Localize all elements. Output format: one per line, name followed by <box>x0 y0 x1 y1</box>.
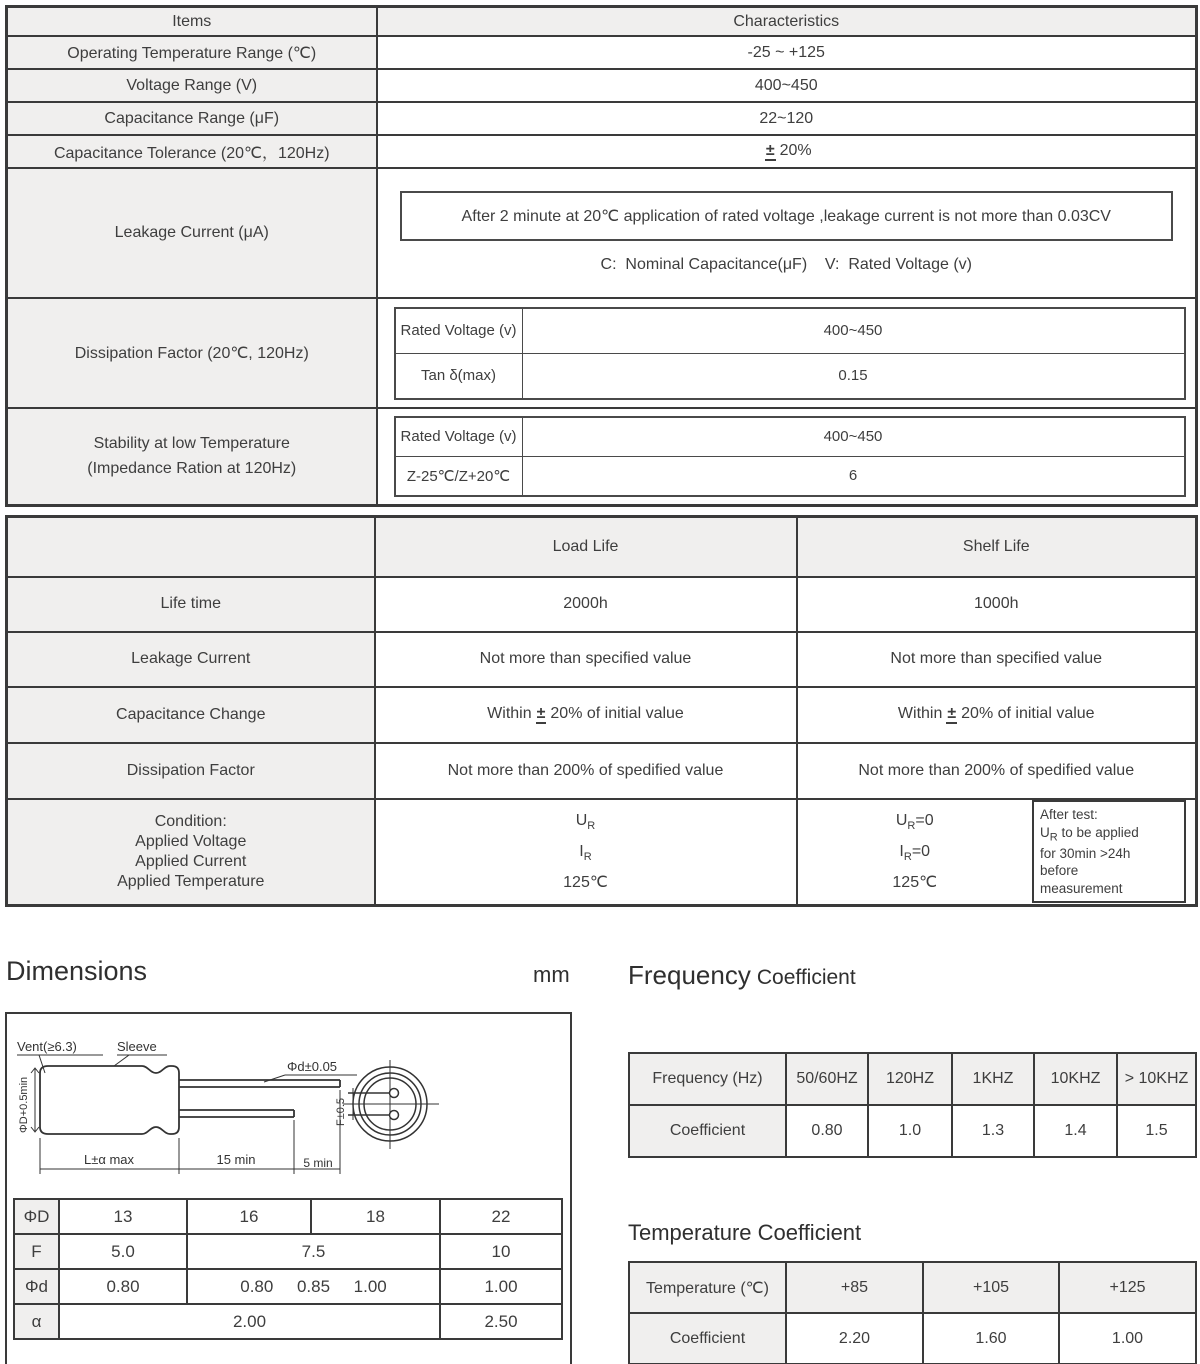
dim-value: 10 <box>440 1234 562 1269</box>
condition-line: Applied Voltage <box>135 832 247 850</box>
spec-row-value <box>377 135 1197 168</box>
sleeve-leader <box>114 1055 167 1066</box>
vent-label: Vent(≥6.3) <box>17 1039 77 1054</box>
terminal-bottom <box>390 1111 399 1120</box>
dim-value: 0.80 <box>59 1269 187 1304</box>
spec-header-items: Items <box>7 7 377 37</box>
freq-header: Frequency (Hz) <box>629 1053 786 1105</box>
life-shelf-value <box>797 687 1197 743</box>
dim-value: 16 <box>187 1199 311 1234</box>
life-row-label: Life time <box>7 577 375 632</box>
nested-value: 0.15 <box>522 353 1185 399</box>
diameter-dim-line <box>31 1068 39 1132</box>
ir-value: $I_R=0$ <box>899 842 931 863</box>
leakage-note: C: Nominal Capacitance(μF) V: Rated Voltage (v) <box>600 256 972 273</box>
plus-minus-symbol: ± <box>765 143 776 161</box>
temp-row-label: Coefficient <box>629 1313 786 1364</box>
within-rest: 20% of initial value <box>550 704 684 722</box>
nested-value: 6 <box>522 456 1185 496</box>
nested-value: 400~450 <box>522 308 1185 354</box>
freq-value: 0.80 <box>786 1105 868 1157</box>
within-text: Within <box>487 704 532 722</box>
ur-value: $U_R=0$ <box>895 811 934 832</box>
dim-value: 1.00 <box>440 1269 562 1304</box>
frequency-table <box>628 1052 1197 1158</box>
temp-value: 1.00 <box>1059 1313 1196 1364</box>
vent-leader <box>17 1055 103 1073</box>
lead15-label: 15 min <box>216 1152 256 1167</box>
life-row-label: Dissipation Factor <box>7 743 375 799</box>
temp-value: 2.20 <box>786 1313 923 1364</box>
plus-minus-symbol: ± <box>536 706 547 724</box>
spec-row-label: Dissipation Factor (20℃, 120Hz) <box>7 298 377 408</box>
dim-value: 2.00 <box>59 1304 440 1339</box>
life-load-value <box>375 687 797 743</box>
life-load-value: Not more than specified value <box>375 632 797 687</box>
after-test-line: for 30min >24h <box>1040 845 1131 861</box>
life-row-label: Capacitance Change <box>7 687 375 743</box>
condition-shelf-values <box>797 799 1197 906</box>
dim-value: 2.50 <box>440 1304 562 1339</box>
after-test-line: After test: <box>1040 807 1098 823</box>
leakage-box: After 2 minute at 20℃ application of rated voltage ,leakage current is not more than 0.03CV <box>400 191 1174 241</box>
life-shelf-value: 1000h <box>797 577 1197 632</box>
freq-row-label: Coefficient <box>629 1105 786 1157</box>
lead5-label: 5 min <box>303 1156 333 1170</box>
after-test-line: before <box>1040 863 1079 879</box>
freq-value: 1.0 <box>868 1105 952 1157</box>
spec-row-label <box>7 408 377 505</box>
dimensions-panel <box>5 1012 572 1364</box>
life-shelf-value: Not more than 200% of spedified value <box>797 743 1197 799</box>
after-test-line: measurement <box>1040 880 1123 896</box>
stability-cell <box>377 408 1197 505</box>
dim-value: 0.80 0.85 1.00 <box>187 1269 440 1304</box>
dim-value: 22 <box>440 1199 562 1234</box>
life-table <box>5 515 1198 907</box>
frequency-title-main: Frequency <box>628 960 751 990</box>
life-load-value: 2000h <box>375 577 797 632</box>
nested-label: Tan δ(max) <box>395 353 523 399</box>
temperature-table <box>628 1261 1197 1364</box>
spec-row-value: -25 ~ +125 <box>377 36 1197 69</box>
dim-value: 7.5 <box>187 1234 440 1269</box>
condition-line: Applied Current <box>135 852 247 870</box>
stability-label-line2: (Impedance Ration at 120Hz) <box>87 460 297 478</box>
spec-header-characteristics: Characteristics <box>377 7 1197 37</box>
condition-label <box>7 799 375 906</box>
dim-value: 18 <box>311 1199 440 1234</box>
dim-row-label: α <box>14 1304 59 1339</box>
life-header-load: Load Life <box>375 517 797 577</box>
temp-header: +105 <box>923 1262 1059 1313</box>
tolerance-value: 20% <box>779 141 812 159</box>
freq-value: 1.4 <box>1034 1105 1117 1157</box>
condition-line: Condition: <box>154 812 227 830</box>
ur-value: $U_R$ <box>575 811 596 832</box>
spec-row-label: Capacitance Tolerance (20℃，120Hz) <box>7 135 377 168</box>
lead-dia-leader <box>264 1075 357 1082</box>
dimensions-title: Dimensions <box>6 956 148 986</box>
within-text: Within <box>897 704 943 722</box>
freq-value: 1.3 <box>952 1105 1034 1157</box>
nested-label: Z-25℃/Z+20℃ <box>395 456 523 496</box>
spec-table <box>5 5 1198 507</box>
spec-row-label: Leakage Current (μA) <box>7 168 377 298</box>
freq-value: 1.5 <box>1117 1105 1196 1157</box>
body-diameter-label: ΦD+0.5min <box>18 1076 30 1133</box>
temp-value: 125℃ <box>892 873 938 891</box>
capacitor-drawing <box>7 1016 566 1198</box>
temperature-title: Temperature Coefficient <box>628 1220 862 1245</box>
dimensions-unit: mm <box>533 962 570 987</box>
freq-header: 50/60HZ <box>786 1053 868 1105</box>
length-label: L±α max <box>83 1152 135 1167</box>
plus-minus-symbol: ± <box>946 706 957 724</box>
temp-value: 1.60 <box>923 1313 1059 1364</box>
spec-row-value: 22~120 <box>377 102 1197 135</box>
freq-header: 120HZ <box>868 1053 952 1105</box>
after-test-line: $U_R$ to be applied <box>1040 824 1139 844</box>
pitch-label: F±0.5 <box>335 1097 347 1126</box>
dim-row-label: ΦD <box>14 1199 59 1234</box>
temp-value: 125℃ <box>563 873 608 891</box>
spec-row-label: Capacitance Range (μF) <box>7 102 377 135</box>
capacitor-body <box>40 1066 179 1134</box>
life-header-empty <box>7 517 375 577</box>
nested-label: Rated Voltage (v) <box>395 417 523 457</box>
temp-header: Temperature (℃) <box>629 1262 786 1313</box>
spec-row-value: 400~450 <box>377 69 1197 102</box>
life-header-shelf: Shelf Life <box>797 517 1197 577</box>
end-view <box>343 1060 439 1149</box>
lead-diameter-label: Φd±0.05 <box>287 1059 338 1074</box>
temp-header: +125 <box>1059 1262 1196 1313</box>
life-shelf-value: Not more than specified value <box>797 632 1197 687</box>
dim-row-label: F <box>14 1234 59 1269</box>
stability-label-line1: Stability at low Temperature <box>93 435 290 453</box>
leakage-characteristics-cell <box>377 168 1197 298</box>
freq-header: 1KHZ <box>952 1053 1034 1105</box>
dissipation-cell <box>377 298 1197 408</box>
lead-top <box>179 1080 340 1087</box>
spec-row-label: Voltage Range (V) <box>7 69 377 102</box>
nested-value: 400~450 <box>522 417 1185 457</box>
after-test-box <box>1032 800 1186 903</box>
terminal-top <box>390 1089 399 1098</box>
life-row-label: Leakage Current <box>7 632 375 687</box>
condition-line: Applied Temperature <box>117 872 265 890</box>
stability-table <box>394 416 1186 497</box>
frequency-title-sub: Coefficient <box>756 966 856 989</box>
within-rest: 20% of initial value <box>961 704 1095 722</box>
dim-value: 5.0 <box>59 1234 187 1269</box>
dimensions-table <box>13 1198 563 1340</box>
dissipation-table <box>394 307 1186 400</box>
temp-header: +85 <box>786 1262 923 1313</box>
life-load-value: Not more than 200% of spedified value <box>375 743 797 799</box>
dim-row-label: Φd <box>14 1269 59 1304</box>
nested-label: Rated Voltage (v) <box>395 308 523 354</box>
freq-header: 10KHZ <box>1034 1053 1117 1105</box>
spec-row-label: Operating Temperature Range (℃) <box>7 36 377 69</box>
condition-load-values <box>375 799 797 906</box>
sleeve-label: Sleeve <box>117 1039 157 1054</box>
frequency-title <box>628 960 856 991</box>
ir-value: $I_R$ <box>579 842 592 863</box>
dim-value: 13 <box>59 1199 187 1234</box>
lead-bottom <box>179 1110 294 1117</box>
freq-header: > 10KHZ <box>1117 1053 1196 1105</box>
